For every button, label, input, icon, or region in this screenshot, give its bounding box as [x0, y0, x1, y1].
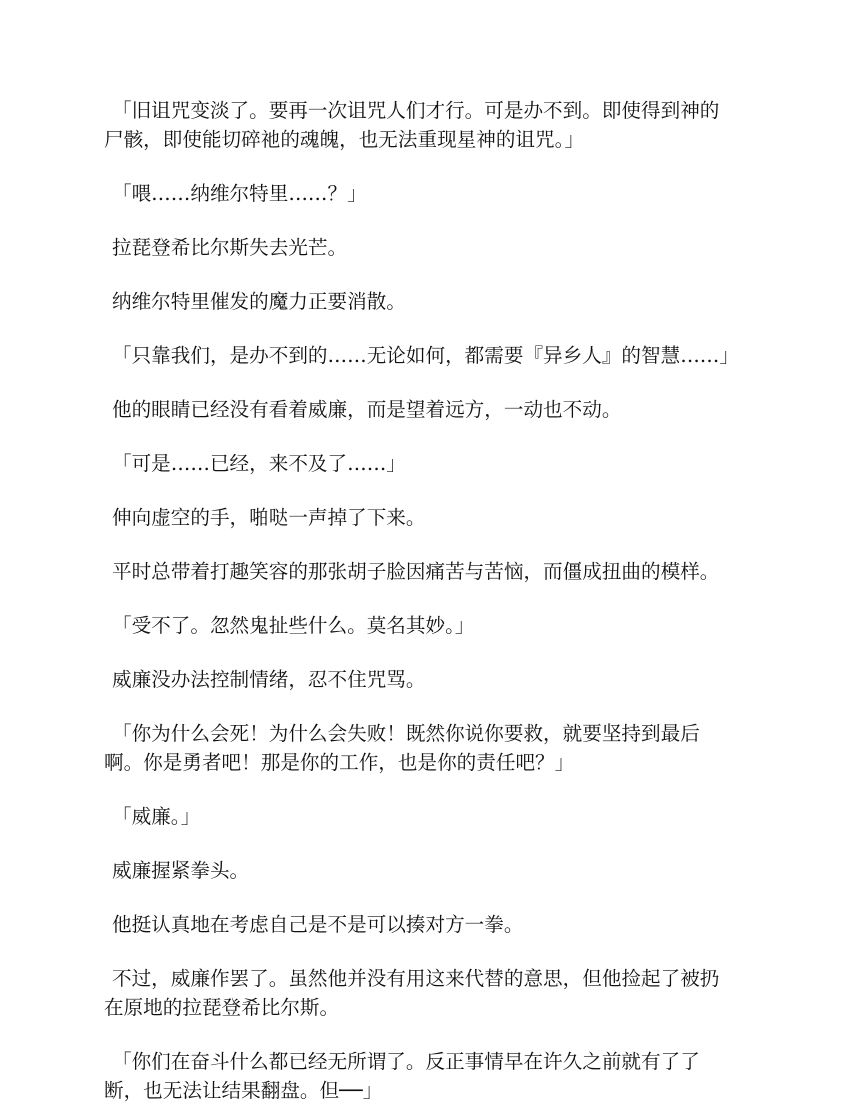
paragraph-16: 不过，威廉作罢了。虽然他并没有用这来代替的意思，但他捡起了被扔在原地的拉琵登希比尔斯。 — [104, 967, 720, 1019]
paragraph-5: 「只靠我们，是办不到的……无论如何，都需要『异乡人』的智慧……」 — [112, 344, 739, 367]
paragraph-1: 「旧诅咒变淡了。要再一次诅咒人们才行。可是办不到。即使得到神的尸骸，即使能切碎祂的魂魄，也无法重现星神的诅咒。」 — [104, 99, 720, 151]
paragraph-15: 他挺认真地在考虑自己是不是可以揍对方一拳。 — [112, 913, 524, 936]
paragraph-17: 「你们在奋斗什么都已经无所谓了。反正事情早在许久之前就有了了断，也无法让结果翻盘。但──」 — [104, 1050, 700, 1102]
paragraph-7: 「可是……已经，来不及了……」 — [112, 452, 406, 475]
paragraph-9: 平时总带着打趣笑容的那张胡子脸因痛苦与苦恼，而僵成扭曲的模样。 — [112, 560, 720, 583]
paragraph-8: 伸向虚空的手，啪哒一声掉了下来。 — [112, 506, 426, 529]
paragraph-6: 他的眼睛已经没有看着威廉，而是望着远方，一动也不动。 — [112, 398, 622, 421]
paragraph-14: 威廉握紧拳头。 — [112, 859, 250, 882]
paragraph-11: 威廉没办法控制情绪，忍不住咒骂。 — [112, 668, 426, 691]
paragraph-10: 「受不了。忽然鬼扯些什么。莫名其妙。」 — [112, 614, 475, 637]
paragraph-3: 拉琵登希比尔斯失去光芒。 — [112, 236, 348, 259]
document-body — [104, 96, 738, 1105]
paragraph-13: 「威廉。」 — [112, 805, 201, 828]
paragraph-2: 「喂……纳维尔特里……？」 — [112, 182, 367, 205]
paragraph-4: 纳维尔特里催发的魔力正要消散。 — [112, 290, 406, 313]
paragraph-12: 「你为什么会死！为什么会失败！既然你说你要救，就要坚持到最后啊。你是勇者吧！那是你的工作，也是你的责任吧？」 — [104, 722, 700, 774]
